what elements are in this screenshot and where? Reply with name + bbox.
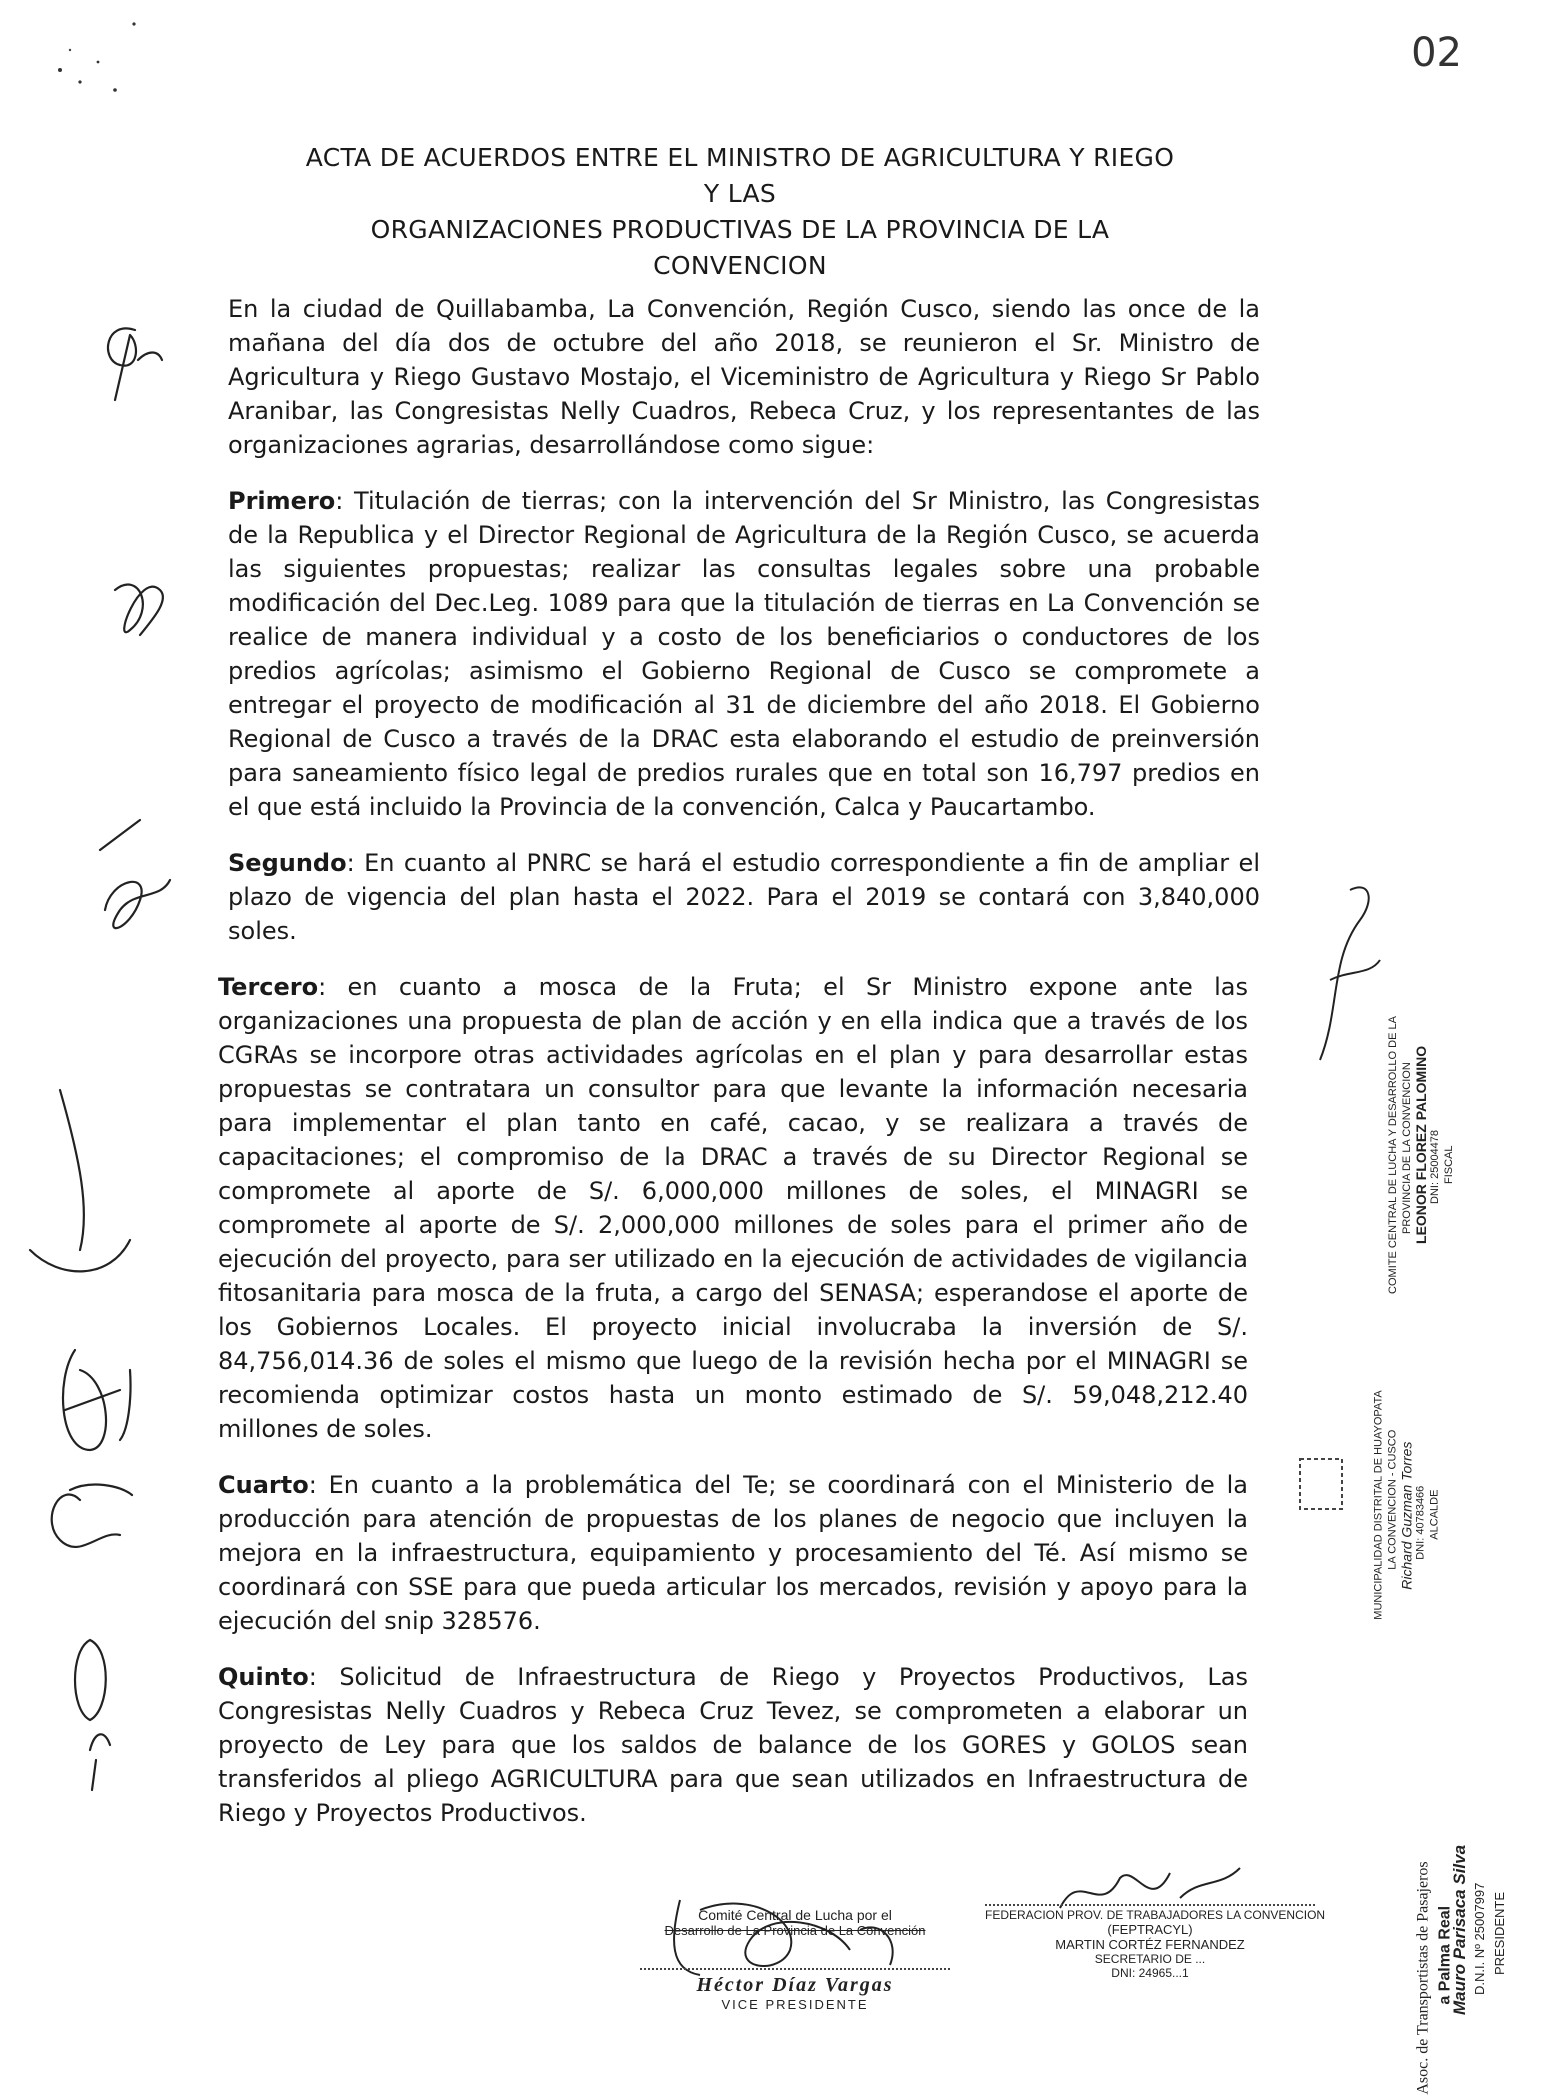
seal-bottom-left bbox=[630, 1907, 960, 2012]
stamp-comite-dni: DNI: 25004478 bbox=[1428, 1129, 1441, 1204]
paragraph-segundo bbox=[228, 846, 1260, 948]
seal-bl-name: Héctor Díaz Vargas bbox=[696, 1974, 894, 1996]
seal-br-line1: FEDERACION PROV. DE TRABAJADORES LA CONVENCION bbox=[985, 1908, 1326, 1922]
primero-text: : Titulación de tierras; con la intervención del Sr Ministro, las Congresistas de la Republica y el Director Regional de Agricultura de la Región Cusco, se acuerda las siguientes propuestas; realizar las consultas legales sobre una probable modificación del Dec.Leg. 1089 para que la titulación de tierras en La Convención se realice de manera individual y a costo de los beneficiarios o conductores de los predios agrícolas; asimismo el Gobierno Regional de Cusco se compromete a entregar el proyecto de modificación al 31 de diciembre del año 2018. El Gobierno Regional de Cusco a través de la DRAC esta elaborando el estudio de preinversión para saneamiento físico legal de predios rurales que en total son 16,797 predios en el que está incluido la Provincia de la convención, Calca y Paucartambo. bbox=[228, 487, 1260, 821]
seal-br-dni: DNI: 24965...1 bbox=[1111, 1966, 1189, 1980]
document-title bbox=[300, 140, 1180, 284]
primero-label: Primero bbox=[228, 487, 336, 515]
tercero-label: Tercero bbox=[218, 973, 319, 1001]
stamp-comite-central bbox=[1282, 1016, 1560, 1294]
document-body bbox=[218, 292, 1260, 1852]
title-line-1: ACTA DE ACUERDOS ENTRE EL MINISTRO DE AGRICULTURA Y RIEGO Y LAS bbox=[305, 143, 1175, 208]
stamp-muni-logo bbox=[1296, 1455, 1346, 1515]
seal-br-line2: (FEPTRACYL) bbox=[1107, 1922, 1193, 1937]
scan-specks bbox=[40, 20, 150, 100]
seal-bl-line1: Comité Central de Lucha por el bbox=[698, 1907, 892, 1923]
stamp-comite-role: FISCAL bbox=[1442, 1145, 1455, 1184]
stamp-asoc-dni: D.N.I. Nº 25007997 bbox=[1472, 1882, 1488, 1996]
seal-bl-dots bbox=[640, 1968, 950, 1970]
margin-signatures bbox=[20, 290, 190, 1790]
stamp-muni-dni: DNI: 40783466 bbox=[1414, 1485, 1427, 1560]
seal-bl-line2: Desarrollo de La Provincia de La Convención bbox=[664, 1923, 926, 1938]
paragraph-tercero bbox=[218, 970, 1248, 1446]
seal-bl-role: VICE PRESIDENTE bbox=[721, 1997, 869, 2012]
seal-br-name: MARTIN CORTÉZ FERNANDEZ bbox=[1055, 1937, 1245, 1952]
seal-bottom-right bbox=[985, 1904, 1326, 1980]
cuarto-text: : En cuanto a la problemática del Te; se coordinará con el Ministerio de la producción para atención de propuestas de los planes de negocio que incluyen la mejora en la infraestructura, equipamiento y procesamiento del Té. Así mismo se coordinará con SSE para que pueda articular los mercados, revisión y apoyo para la ejecución del snip 328576. bbox=[218, 1471, 1248, 1635]
tercero-text: : en cuanto a mosca de la Fruta; el Sr Ministro expone ante las organizaciones una propuesta de plan de acción y en ella indica que a través de los CGRAs se incorpore otras actividades agrícolas en el plan y para desarrollar estas propuestas se contratara un consultor para que levante la información necesaria para implementar el plan tanto en café, cacao, y se realizara a través de capacitaciones; el compromiso de la DRAC a través de su Director Regional se compromete al aporte de S/. 6,000,000 millones de soles, el MINAGRI se compromete al aporte de S/. 2,000,000 millones de soles para el primer año de ejecución del proyecto, para ser utilizado en la ejecución de actividades de vigilancia fitosanitaria para mosca de la fruta, a cargo del SENASA; esperandose el aporte de los Gobiernos Locales. El proyecto inicial involucraba la inversión de S/. 84,756,014.36 de soles el mismo que luego de la revisión hecha por el MINAGRI se recomienda optimizar costos hasta un monto estimado de S/. 59,048,212.40 millones de soles. bbox=[218, 973, 1248, 1443]
stamp-muni-line1: MUNICIPALIDAD DISTRITAL DE HUAYOPATA bbox=[1372, 1390, 1385, 1620]
segundo-text: : En cuanto al PNRC se hará el estudio correspondiente a fin de ampliar el plazo de vigencia del plan hasta el 2022. Para el 2019 se contará con 3,840,000 soles. bbox=[228, 849, 1260, 945]
quinto-text: : Solicitud de Infraestructura de Riego y Proyectos Productivos, Las Congresistas Nelly Cuadros y Rebeca Cruz Tevez, se comprometen a elaborar un proyecto de Ley para que los saldos de balance de los GORES y GOLOS sean transferidos al pliego AGRICULTURA para que sean utilizados en Infraestructura de Riego y Proyectos Productivos. bbox=[218, 1663, 1248, 1827]
stamp-muni-role: ALCALDE bbox=[1428, 1489, 1441, 1540]
seal-br-dots bbox=[985, 1904, 1315, 1906]
stamp-comite-name: LEONOR FLOREZ PALOMINO bbox=[1412, 1045, 1429, 1244]
quinto-label: Quinto bbox=[218, 1663, 309, 1691]
stamp-comite-signature bbox=[1300, 860, 1390, 1090]
stamp-asoc-line1: Asoc. de Transportistas de Pasajeros bbox=[1414, 1861, 1432, 2095]
stamp-comite-line2: PROVINCIA DE LA CONVENCION bbox=[1400, 1062, 1413, 1234]
title-line-2: ORGANIZACIONES PRODUCTIVAS DE LA PROVINCIA DE LA CONVENCION bbox=[370, 215, 1110, 280]
paragraph-cuarto bbox=[218, 1468, 1248, 1638]
stamp-asoc-name: Mauro Parisaca Silva bbox=[1450, 1844, 1470, 2016]
seal-br-role: SECRETARIO DE ... bbox=[1094, 1952, 1206, 1966]
paragraph-intro: En la ciudad de Quillabamba, La Convención, Región Cusco, siendo las once de la mañana del día dos de octubre del año 2018, se reunieron el Sr. Ministro de Agricultura y Riego Gustavo Mostajo, el Viceministro de Agricultura y Riego Sr Pablo Aranibar, las Congresistas Nelly Cuadros, Rebeca Cruz, y los representantes de las organizaciones agrarias, desarrollándose como sigue: bbox=[228, 295, 1260, 459]
stamp-muni-line2: LA CONVENCION - CUSCO bbox=[1386, 1429, 1399, 1570]
stamp-comite-line1: COMITE CENTRAL DE LUCHA Y DESARROLLO DE LA bbox=[1386, 1016, 1399, 1294]
stamp-asoc-role: PRESIDENTE bbox=[1492, 1891, 1508, 1976]
page-number: 02 bbox=[1411, 30, 1462, 76]
paragraph-primero bbox=[228, 484, 1260, 824]
paragraph-quinto bbox=[218, 1660, 1248, 1830]
stamp-muni-name: Richard Guzman Torres bbox=[1398, 1441, 1415, 1590]
cuarto-label: Cuarto bbox=[218, 1471, 309, 1499]
segundo-label: Segundo bbox=[228, 849, 347, 877]
stamp-asoc-line2: a Palma Real bbox=[1436, 1905, 1454, 2005]
